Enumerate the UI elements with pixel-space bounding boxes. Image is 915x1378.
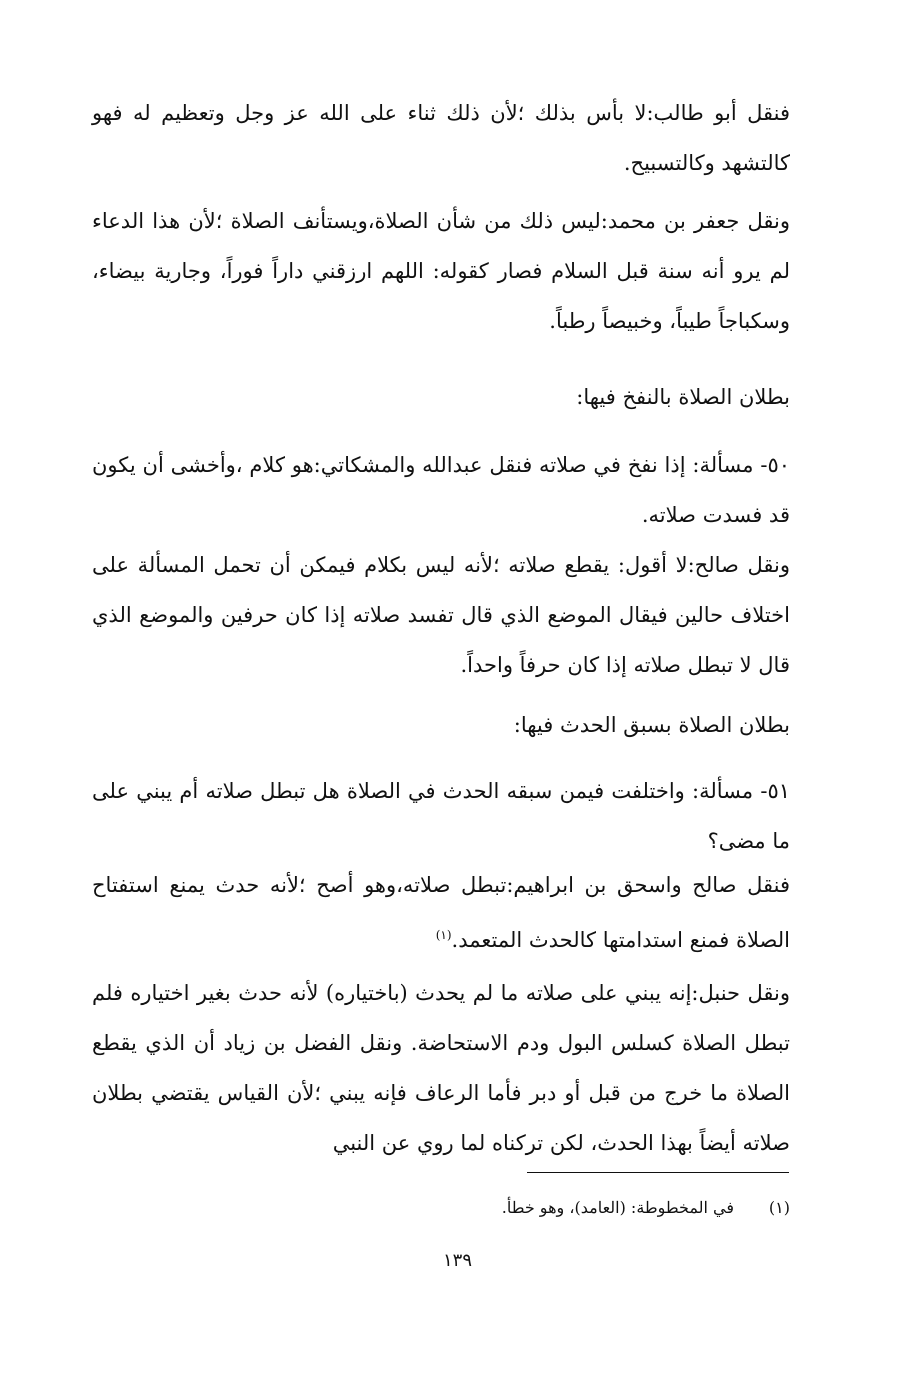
footnote-text: في المخطوطة: (العامد)، وهو خطأ. — [501, 1198, 734, 1217]
paragraph-text: فنقل صالح واسحق بن ابراهيم:تبطل صلاته،وهو أصح ؛لأنه حدث يمنع استفتاح الصلاة فمنع استدامتها كالحدث المتعمد. — [92, 873, 790, 952]
paragraph — [92, 860, 790, 965]
footnote-reference: (١) — [435, 928, 452, 942]
section-heading: بطلان الصلاة بالنفخ فيها: — [576, 385, 790, 409]
page-number: ١٣٩ — [442, 1250, 472, 1271]
footnote-number: (١) — [768, 1198, 790, 1217]
footnote-divider — [527, 1172, 789, 1173]
section-heading: بطلان الصلاة بسبق الحدث فيها: — [513, 713, 790, 737]
footnote — [300, 1194, 790, 1222]
paragraph: ونقل جعفر بن محمد:ليس ذلك من شأن الصلاة،ويستأنف الصلاة ؛لأن هذا الدعاء لم يرو أنه سنة قبل السلام فصار كقوله: اللهم ارزقني داراً فوراً، وجارية بيضاء، وسكباجاً طيباً، وخبيصاً رطباً. — [92, 209, 790, 333]
paragraph: فنقل أبو طالب:لا بأس بذلك ؛لأن ذلك ثناء على الله عز وجل وتعظيم له فهو كالتشهد وكالتسبيح. — [92, 101, 790, 175]
paragraph: ٥١- مسألة: واختلفت فيمن سبقه الحدث في الصلاة هل تبطل صلاته أم يبني على ما مضى؟ — [92, 779, 790, 853]
paragraph: ونقل حنبل:إنه يبني على صلاته ما لم يحدث (باختياره) لأنه حدث بغير اختياره فلم تبطل الصلاة كسلس البول ودم الاستحاضة. ونقل الفضل بن زياد أن الذي يقطع الصلاة ما خرج من قبل أو دبر فأما الرعاف فإنه يبني ؛لأن القياس يقتضي بطلان صلاته أيضاً بهذا الحدث، لكن تركناه لما روي عن النبي — [92, 981, 790, 1155]
paragraph: ونقل صالح:لا أقول: يقطع صلاته ؛لأنه ليس بكلام فيمكن أن تحمل المسألة على اختلاف حالين فيقال الموضع الذي قال تفسد صلاته إذا كان حرفين والموضع الذي قال لا تبطل صلاته إذا كان حرفاً واحداً. — [92, 553, 790, 677]
paragraph: ٥٠- مسألة: إذا نفخ في صلاته فنقل عبدالله والمشكاتي:هو كلام ،وأخشى أن يكون قد فسدت صلاته. — [92, 453, 790, 527]
